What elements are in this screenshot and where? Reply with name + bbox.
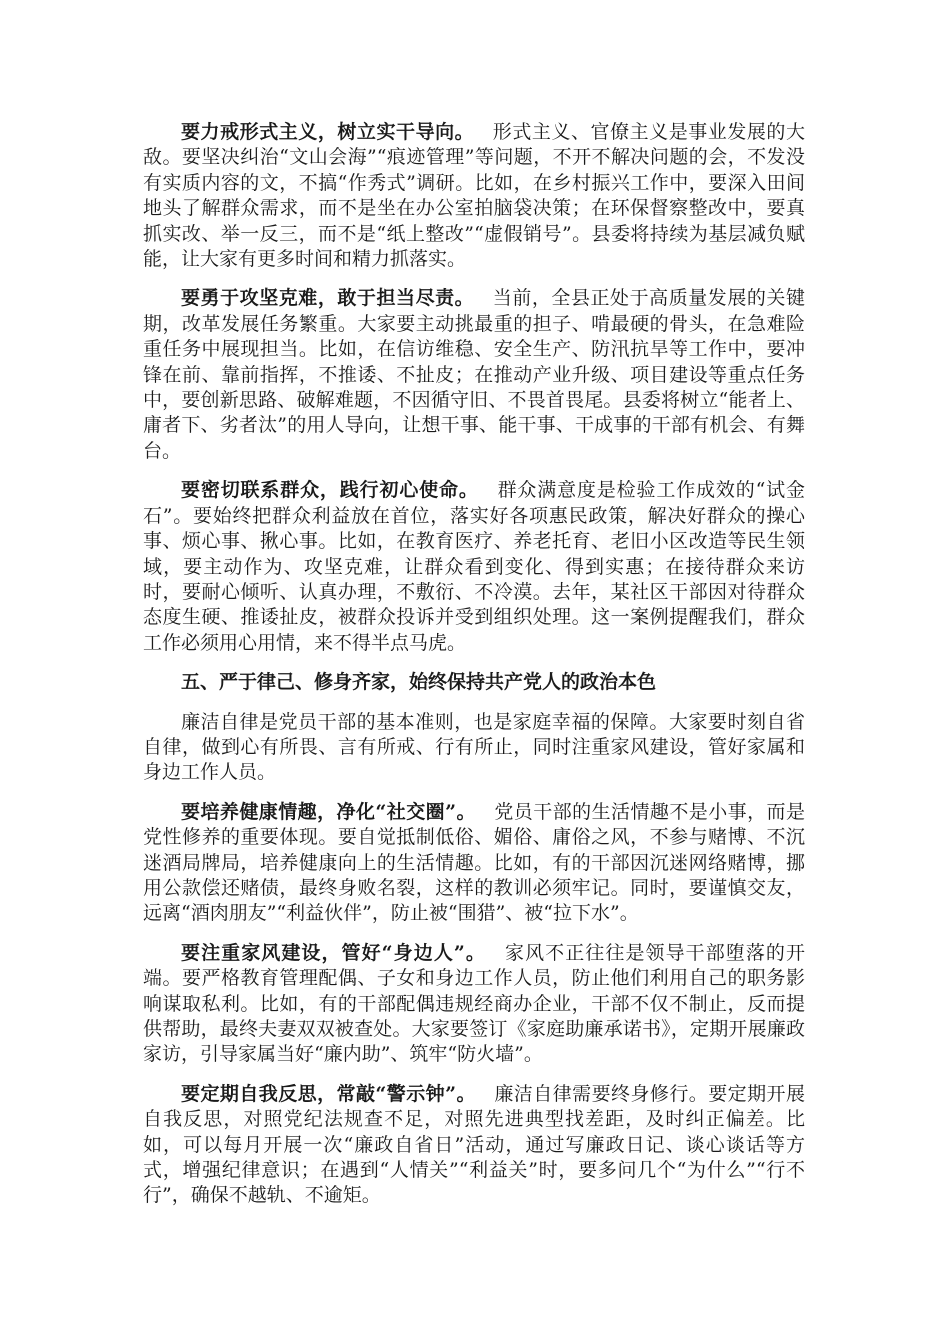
paragraph-masses [143, 478, 805, 656]
document-page [143, 120, 805, 1223]
paragraph-body: 形式主义、官僚主义是事业发展的大敌。要坚决纠治“文山会海”“痕迹管理”等问题，不开不解决问题的会，不发没有实质内容的文，不搞“作秀式”调研。比如，在乡村振兴工作中，要深入田间地头了解群众需求，而不是坐在办公室拍脑袋决策；在环保督察整改中，要真抓实改、举一反三，而不是“纸上整改”“虚假销号”。县委将持续为基层减负赋能，让大家有更多时间和精力抓落实。 [143, 121, 805, 271]
paragraph-lead: 要密切联系群众，践行初心使命。 [181, 479, 479, 502]
paragraph-lead: 要定期自我反思，常敲“警示钟”。 [181, 1082, 476, 1105]
paragraph-self-reflection [143, 1082, 805, 1209]
paragraph-body: 廉洁自律是党员干部的基本准则，也是家庭幸福的保障。大家要时刻自省自律，做到心有所畏、言有所戒、行有所止，同时注重家风建设，管好家属和身边工作人员。 [143, 710, 805, 784]
paragraph-lead: 要培养健康情趣，净化“社交圈”。 [181, 800, 476, 823]
paragraph-lead: 要注重家风建设，管好“身边人”。 [181, 941, 486, 964]
paragraph-body: 党员干部的生活情趣不是小事，而是党性修养的重要体现。要自觉抵制低俗、媚俗、庸俗之风，不参与赌博、不沉迷酒局牌局，培养健康向上的生活情趣。比如，有的干部因沉迷网络赌博，挪用公款偿还赌债，最终身败名裂，这样的教训必须牢记。同时，要谨慎交友，远离“酒肉朋友”“利益伙伴”，防止被“围猎”、被“拉下水”。 [143, 800, 805, 925]
paragraph-hobbies [143, 800, 805, 927]
section-intro [143, 710, 805, 786]
paragraph-formalism [143, 120, 805, 272]
paragraph-body: 当前，全县正处于高质量发展的关键期，改革发展任务繁重。大家要主动挑最重的担子、啃最硬的骨头，在急难险重任务中展现担当。比如，在信访维稳、安全生产、防汛抗旱等工作中，要冲锋在前、靠前指挥，不推诿、不扯皮；在推动产业升级、项目建设等重点任务中，要创新思路、破解难题，不因循守旧、不畏首畏尾。县委将树立“能者上、庸者下、劣者汰”的用人导向，让想干事、能干事、干成事的干部有机会、有舞台。 [143, 287, 805, 462]
paragraph-lead: 要力戒形式主义，树立实干导向。 [181, 121, 475, 143]
section-heading: 五、严于律己、修身齐家，始终保持共产党人的政治本色 [181, 671, 657, 694]
paragraph-lead: 要勇于攻坚克难，敢于担当尽责。 [181, 287, 475, 310]
paragraph-body: 群众满意度是检验工作成效的“试金石”。要始终把群众利益放在首位，落实好各项惠民政策，解决好群众的操心事、烦心事、揪心事。比如，在教育医疗、养老托育、老旧小区改造等民生领域，要主动作为、攻坚克难，让群众看到变化、得到实惠；在接待群众来访时，要耐心倾听、认真办理，不敷衍、不冷漠。去年，某社区干部因对待群众态度生硬、推诿扯皮，被群众投诉并受到组织处理。这一案例提醒我们，群众工作必须用心用情，来不得半点马虎。 [143, 479, 805, 654]
paragraph-body: 廉洁自律需要终身修行。要定期开展自我反思，对照党纪法规查不足，对照先进典型找差距，及时纠正偏差。比如，可以每月开展一次“廉政自省日”活动，通过写廉政日记、谈心谈话等方式，增强纪律意识；在遇到“人情关”“利益关”时，要多问几个“为什么”“行不行”，确保不越轨、不逾矩。 [143, 1082, 805, 1207]
paragraph-responsibility [143, 286, 805, 464]
paragraph-body: 家风不正往往是领导干部堕落的开端。要严格教育管理配偶、子女和身边工作人员，防止他们利用自己的职务影响谋取私利。比如，有的干部配偶违规经商办企业，干部不仅不制止，反而提供帮助，最终夫妻双双被查处。大家要签订《家庭助廉承诺书》，定期开展廉政家访，引导家属当好“廉内助”、筑牢“防火墙”。 [143, 941, 805, 1066]
paragraph-family [143, 941, 805, 1068]
